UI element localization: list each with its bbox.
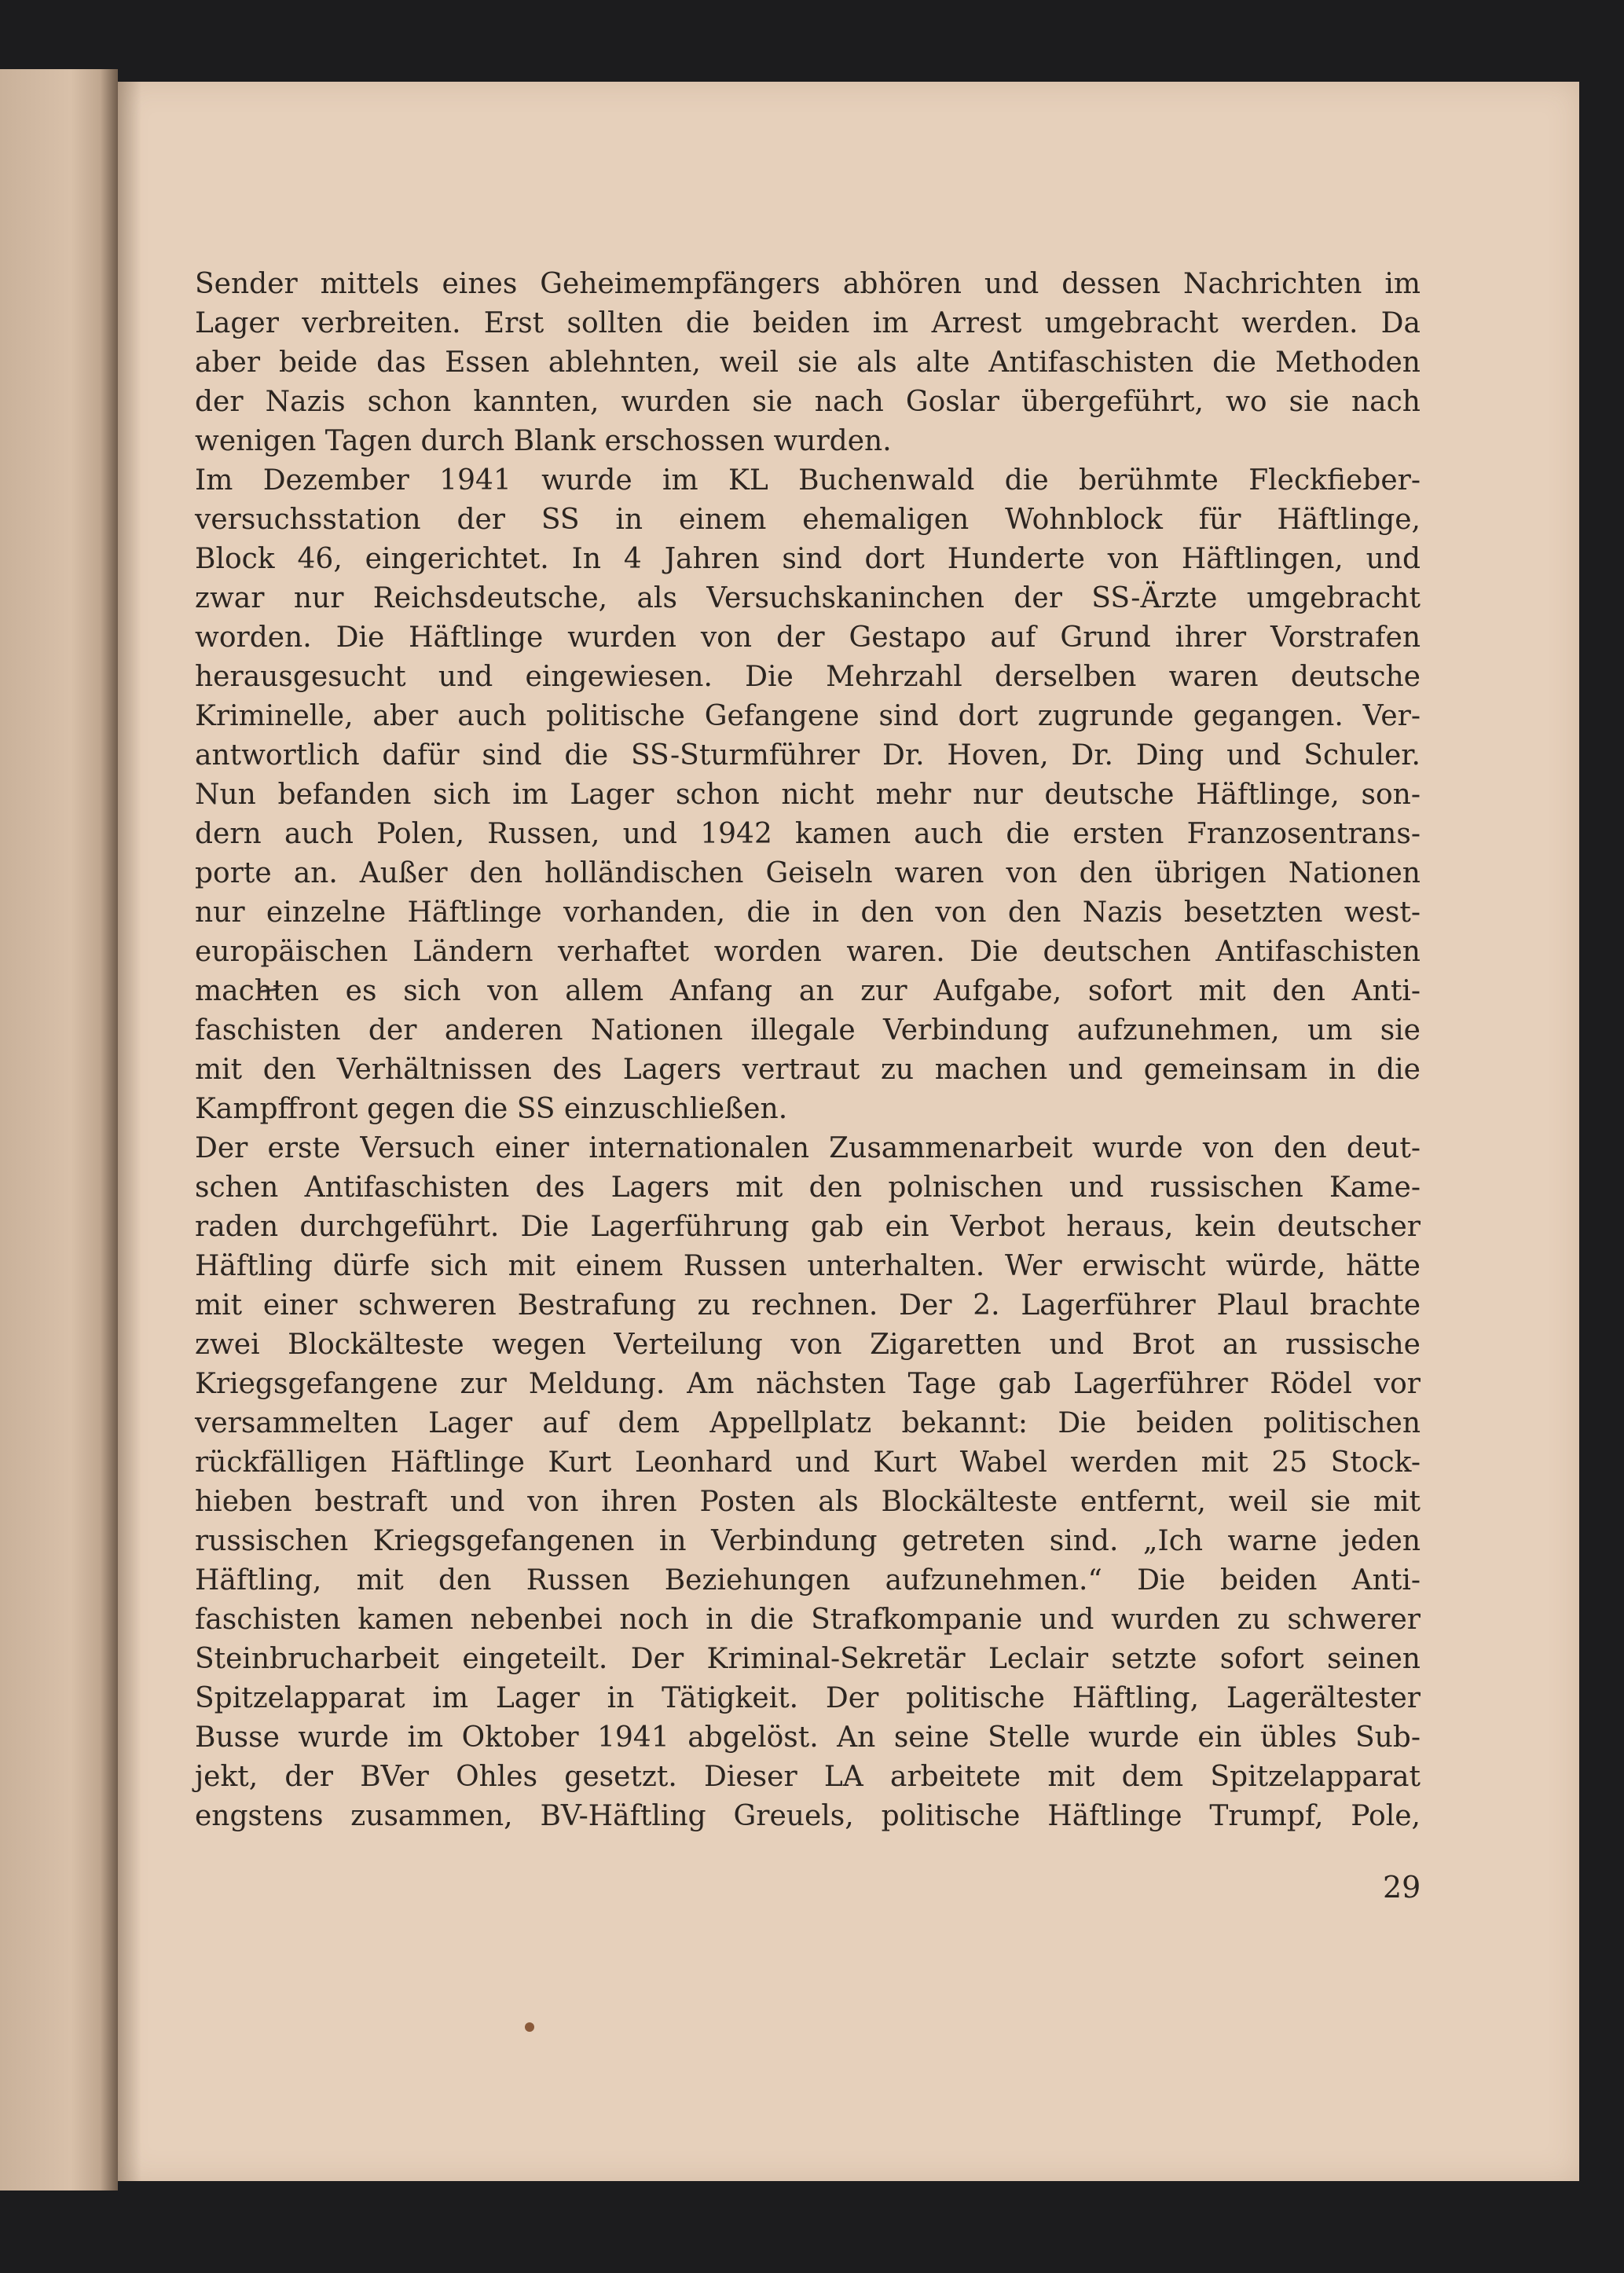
text-line: Steinbrucharbeit eingeteilt. Der Kriminal-Sekretär Leclair setzte sofort seinen [195,1643,1421,1675]
text-line: europäischen Ländern verhaftet worden waren. Die deutschen Antifaschisten [195,936,1421,968]
page-number: 29 [1383,1870,1421,1905]
text-line: schen Antifaschisten des Lagers mit den polnischen und russischen Kame- [195,1171,1421,1204]
text-line: zwar nur Reichsdeutsche, als Versuchskaninchen der SS-Ärzte umgebracht [195,582,1421,614]
text-line: russischen Kriegsgefangenen in Verbindung getreten sind. „Ich warne jeden [195,1525,1421,1557]
text-line: Kriminelle, aber auch politische Gefangene sind dort zugrunde gegangen. Ver- [195,700,1421,732]
text-line: faschisten kamen nebenbei noch in die Strafkompanie und wurden zu schwerer [195,1604,1421,1636]
text-line: rückfälligen Häftlinge Kurt Leonhard und Kurt Wabel werden mit 25 Stock- [195,1446,1421,1479]
text-line: herausgesucht und eingewiesen. Die Mehrzahl derselben waren deutsche [195,661,1421,693]
text-line: wenigen Tagen durch Blank erschossen wurden. [195,425,892,457]
text-line: raden durchgeführt. Die Lagerführung gab ein Verbot heraus, kein deutscher [195,1211,1421,1243]
text-line: Kampffront gegen die SS einzuschließen. [195,1093,788,1125]
text-line: worden. Die Häftlinge wurden von der Gestapo auf Grund ihrer Vorstrafen [195,621,1421,654]
text-line: Im Dezember 1941 wurde im KL Buchenwald die berühmte Fleckfieber- [195,464,1421,497]
text-line: aber beide das Essen ablehnten, weil sie als alte Antifaschisten die Methoden [195,346,1421,379]
text-line: Block 46, eingerichtet. In 4 Jahren sind dort Hunderte von Häftlingen, und [195,543,1421,575]
text-line: antwortlich dafür sind die SS-Sturmführer Dr. Hoven, Dr. Ding und Schuler. [195,739,1421,772]
text-line: mit einer schweren Bestrafung zu rechnen. Der 2. Lagerführer Plaul brachte [195,1289,1421,1322]
text-line: zwei Blockälteste wegen Verteilung von Zigaretten und Brot an russische [195,1329,1421,1361]
text-line: Nun befanden sich im Lager schon nicht mehr nur deutsche Häftlinge, son- [195,779,1421,811]
text-line: Der erste Versuch einer internationalen Zusammenarbeit wurde von den deut- [195,1132,1421,1164]
text-line: Häftling, mit den Russen Beziehungen aufzunehmen.“ Die beiden Anti- [195,1564,1421,1597]
text-line: Lager verbreiten. Erst sollten die beiden im Arrest umgebracht werden. Da [195,307,1421,339]
text-line: jekt, der BVer Ohles gesetzt. Dieser LA arbeitete mit dem Spitzelapparat [195,1761,1421,1793]
text-line: nur einzelne Häftlinge vorhanden, die in den von den Nazis besetzten west- [195,896,1421,929]
text-line: engstens zusammen, BV-Häftling Greuels, politische Häftlinge Trumpf, Pole, [195,1800,1421,1832]
text-line: Kriegsgefangene zur Meldung. Am nächsten Tage gab Lagerführer Rödel vor [195,1368,1421,1400]
text-line: faschisten der anderen Nationen illegale Verbindung aufzunehmen, um sie [195,1014,1421,1047]
paper-speck [525,2022,534,2032]
text-line: Häftling dürfe sich mit einem Russen unterhalten. Wer erwischt würde, hätte [195,1250,1421,1282]
text-line: porte an. Außer den holländischen Geiseln waren von den übrigen Nationen [195,857,1421,889]
text-line: versuchsstation der SS in einem ehemaligen Wohnblock für Häftlinge, [195,504,1421,536]
text-line: machten es sich von allem Anfang an zur Aufgabe, sofort mit den Anti- [195,975,1421,1007]
text-line: hieben bestraft und von ihren Posten als Blockälteste entfernt, weil sie mit [195,1486,1421,1518]
body-text [195,265,1421,1836]
text-line: versammelten Lager auf dem Appellplatz bekannt: Die beiden politischen [195,1407,1421,1439]
text-line: dern auch Polen, Russen, und 1942 kamen auch die ersten Franzosentrans- [195,818,1421,850]
text-line: Spitzelapparat im Lager in Tätigkeit. Der politische Häftling, Lagerältester [195,1682,1421,1714]
left-page-edge [0,69,118,2191]
text-line: der Nazis schon kannten, wurden sie nach Goslar übergeführt, wo sie nach [195,386,1421,418]
text-line: Sender mittels eines Geheimempfängers abhören und dessen Nachrichten im [195,268,1421,300]
text-line: mit den Verhältnissen des Lagers vertraut zu machen und gemeinsam in die [195,1054,1421,1086]
text-line: Busse wurde im Oktober 1941 abgelöst. An seine Stelle wurde ein übles Sub- [195,1721,1421,1754]
